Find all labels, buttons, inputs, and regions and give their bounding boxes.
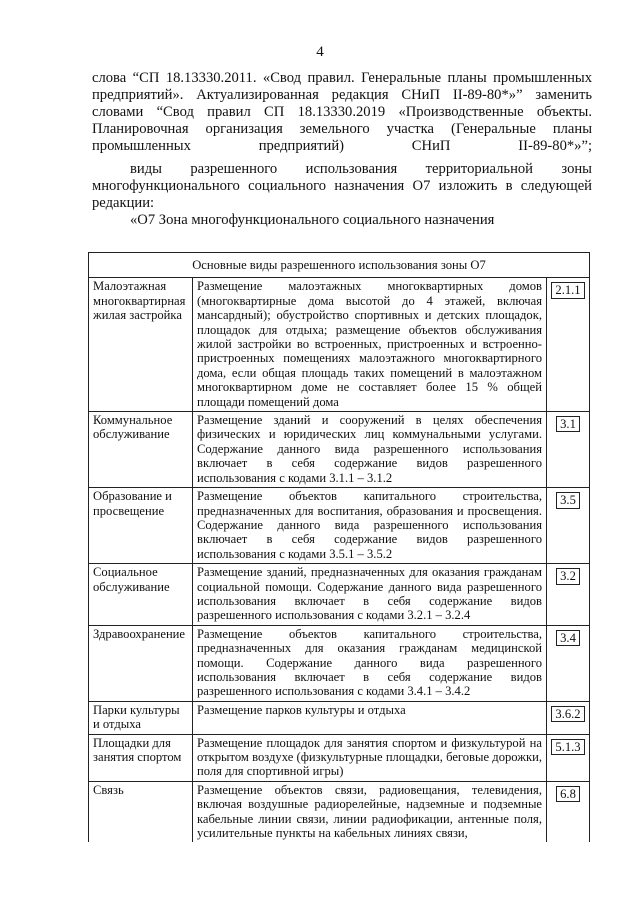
table-header: Основные виды разрешенного использования зоны О7	[89, 253, 590, 278]
table-row	[89, 701, 590, 734]
table-row	[89, 564, 590, 626]
use-description: Размещение зданий, предназначенных для оказания гражданам социальной помощи. Содержание данного вида разрешенного использования включает в себя содержание видов разрешенного использования с кодами 3.2.1 – 3.2.4	[193, 564, 547, 626]
use-name: Образование и просвещение	[89, 488, 193, 564]
use-code-cell	[547, 625, 590, 701]
use-code: 5.1.3	[551, 739, 584, 755]
use-name: Связь	[89, 781, 193, 842]
use-description: Размещение малоэтажных многоквартирных домов (многоквартирные дома высотой до 4 этажей, включая мансардный); обустройство спортивных и детских площадок, площадок для отдыха; размещение объектов обслуживания жилой застройки во встроенных, пристроенных и встроенно-пристроенных помещениях малоэтажного многоквартирного дома, если общая площадь таких помещений в малоэтажном многоквартирном доме не составляет более 15 % общей площади помещений дома	[193, 278, 547, 412]
use-code-cell	[547, 701, 590, 734]
use-code: 3.5	[556, 492, 580, 508]
use-description: Размещение площадок для занятия спортом и физкультурой на открытом воздухе (физкультурные площадки, беговые дорожки, поля для спортивной игры)	[193, 734, 547, 781]
use-code-cell	[547, 278, 590, 412]
use-name: Социальное обслуживание	[89, 564, 193, 626]
intro-paragraph-2: виды разрешенного использования территориальной зоны многофункционального социального назначения О7 изложить в следующей редакции:	[92, 161, 592, 211]
table-row	[89, 488, 590, 564]
page-number: 4	[316, 44, 324, 60]
use-name: Здравоохранение	[89, 625, 193, 701]
table-header-row	[89, 253, 590, 278]
use-description: Размещение зданий и сооружений в целях обеспечения физических и юридических лиц коммунальными услугами. Содержание данного вида разрешенного использования включает в себя содержание видов разрешенного использования с кодами 3.1.1 – 3.1.2	[193, 412, 547, 488]
use-name: Коммунальное обслуживание	[89, 412, 193, 488]
use-name: Парки культуры и отдыха	[89, 701, 193, 734]
use-name: Площадки для занятия спортом	[89, 734, 193, 781]
use-name: Малоэтажная многоквартирная жилая застройка	[89, 278, 193, 412]
intro-text	[92, 70, 592, 229]
zone-uses-table	[88, 252, 590, 842]
use-description: Размещение парков культуры и отдыха	[193, 701, 547, 734]
zone-title: «О7 Зона многофункционального социального назначения	[130, 212, 495, 228]
use-code: 3.6.2	[551, 706, 584, 722]
use-code-cell	[547, 564, 590, 626]
use-code-cell	[547, 781, 590, 842]
use-code-cell	[547, 412, 590, 488]
use-code: 2.1.1	[551, 282, 584, 298]
use-description: Размещение объектов капитального строительства, предназначенных для воспитания, образования и просвещения. Содержание данного вида разрешенного использования включает в себя содержание видов разрешенного использования с кодами 3.5.1 – 3.5.2	[193, 488, 547, 564]
use-description: Размещение объектов связи, радиовещания, телевидения, включая воздушные радиорелейные, надземные и подземные кабельные линии связи, линии радиофикации, антенные поля, усилительные пункты на кабельных линиях связи,	[193, 781, 547, 842]
use-code-cell	[547, 488, 590, 564]
table-body	[89, 278, 590, 843]
use-code: 6.8	[556, 786, 580, 802]
use-code: 3.4	[556, 630, 580, 646]
table-row	[89, 412, 590, 488]
intro-paragraph-1: слова “СП 18.13330.2011. «Свод правил. Генеральные планы промышленных предприятий». Актуализированная редакция СНиП II-89-80*»” заменить словами “Свод правил СП 18.13330.2019 «Производственные объекты. Планировочная организация земельного участка (Генеральные планы промышленных предприятий) СНиП II-89-80*»”;	[92, 70, 592, 154]
use-code: 3.1	[556, 416, 580, 432]
use-code: 3.2	[556, 568, 580, 584]
table-row	[89, 781, 590, 842]
table-row	[89, 734, 590, 781]
use-description: Размещение объектов капитального строительства, предназначенных для оказания гражданам медицинской помощи. Содержание данного вида разрешенного использования включает в себя содержание видов разрешенного использования с кодами 3.4.1 – 3.4.2	[193, 625, 547, 701]
table-row	[89, 625, 590, 701]
table-row	[89, 278, 590, 412]
use-code-cell	[547, 734, 590, 781]
